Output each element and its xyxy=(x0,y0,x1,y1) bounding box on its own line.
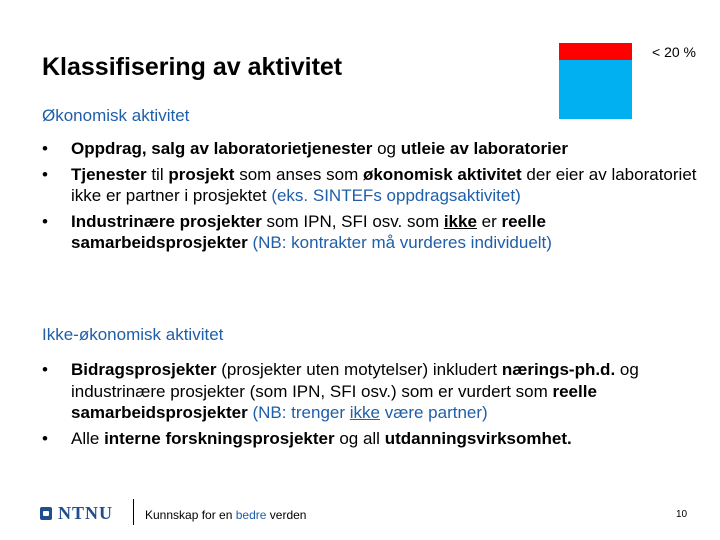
bullet-dot-icon: • xyxy=(42,139,48,158)
bullet-text: prosjekt xyxy=(168,164,235,184)
bullet-item xyxy=(42,138,702,160)
bullet-note: ikke xyxy=(349,403,380,422)
bullet-text: Industrinære prosjekter xyxy=(71,211,262,231)
non-economic-bullet-list xyxy=(42,359,702,453)
indicator-red-block xyxy=(559,43,632,60)
bullet-note: (NB: kontrakter må vurderes individuelt) xyxy=(252,233,552,252)
ntnu-logo-icon xyxy=(40,507,52,520)
bullet-item xyxy=(42,164,702,207)
tagline-text: Kunnskap for en xyxy=(145,508,236,522)
bullet-text: interne forskningsprosjekter xyxy=(104,428,335,448)
bullet-text: reelle samarbeidsprosjekter xyxy=(71,211,546,252)
footer-divider xyxy=(133,499,134,525)
footer-tagline xyxy=(145,508,306,522)
bullet-text: Bidragsprosjekter xyxy=(71,360,217,379)
ntnu-logo: NTNU xyxy=(58,503,114,523)
bullet-dot-icon: • xyxy=(42,428,48,448)
indicator-cyan-block xyxy=(559,60,632,119)
bullet-note: være partner) xyxy=(379,403,488,422)
bullet-text: utleie av laboratorier xyxy=(400,139,568,158)
page-number: 10 xyxy=(676,509,688,520)
bullet-dot-icon: • xyxy=(42,211,48,231)
bullet-dot-icon: • xyxy=(42,164,48,184)
bullet-text: Tjenester xyxy=(71,164,147,184)
bullet-text: som IPN, SFI osv. som xyxy=(261,211,444,231)
bullet-text: økonomisk aktivitet xyxy=(362,164,522,184)
bullet-text: som anses som xyxy=(234,164,363,184)
bullet-text: utdanningsvirksomhet. xyxy=(384,428,572,448)
bullet-text: der eier av laboratoriet ikke er partner i prosjektet xyxy=(71,164,697,205)
section-heading-economic: Økonomisk aktivitet xyxy=(42,106,190,125)
bullet-text: nærings-ph.d. xyxy=(501,360,616,379)
bullet-text: og all xyxy=(334,428,385,448)
bullet-text: ikke xyxy=(443,211,477,231)
bullet-text: er xyxy=(476,211,502,231)
bullet-text: og industrinære prosjekter (som IPN, SFI osv.) som er vurdert som xyxy=(71,360,639,401)
bullet-note: (NB: trenger xyxy=(252,403,350,422)
bullet-item xyxy=(42,211,702,254)
bullet-item xyxy=(42,428,702,450)
bullet-item xyxy=(42,359,702,424)
bullet-text: Alle xyxy=(71,428,105,448)
bullet-text: Oppdrag, salg av laboratorietjenester xyxy=(71,139,373,158)
bullet-text: reelle samarbeidsprosjekter xyxy=(71,381,597,422)
bullet-text: og xyxy=(372,139,401,158)
economic-bullet-list xyxy=(42,138,702,258)
bullet-dot-icon: • xyxy=(42,360,48,379)
bullet-note: (eks. SINTEFs oppdragsaktivitet) xyxy=(271,186,521,205)
tagline-text: verden xyxy=(266,508,307,522)
slide-title: Klassifisering av aktivitet xyxy=(42,53,343,81)
section-heading-non-economic: Ikke-økonomisk aktivitet xyxy=(42,325,224,344)
bullet-text: til xyxy=(146,164,169,184)
tagline-text: bedre xyxy=(235,508,267,522)
bullet-text: (prosjekter uten motytelser) inkludert xyxy=(216,360,502,379)
indicator-label: < 20 % xyxy=(652,44,696,60)
